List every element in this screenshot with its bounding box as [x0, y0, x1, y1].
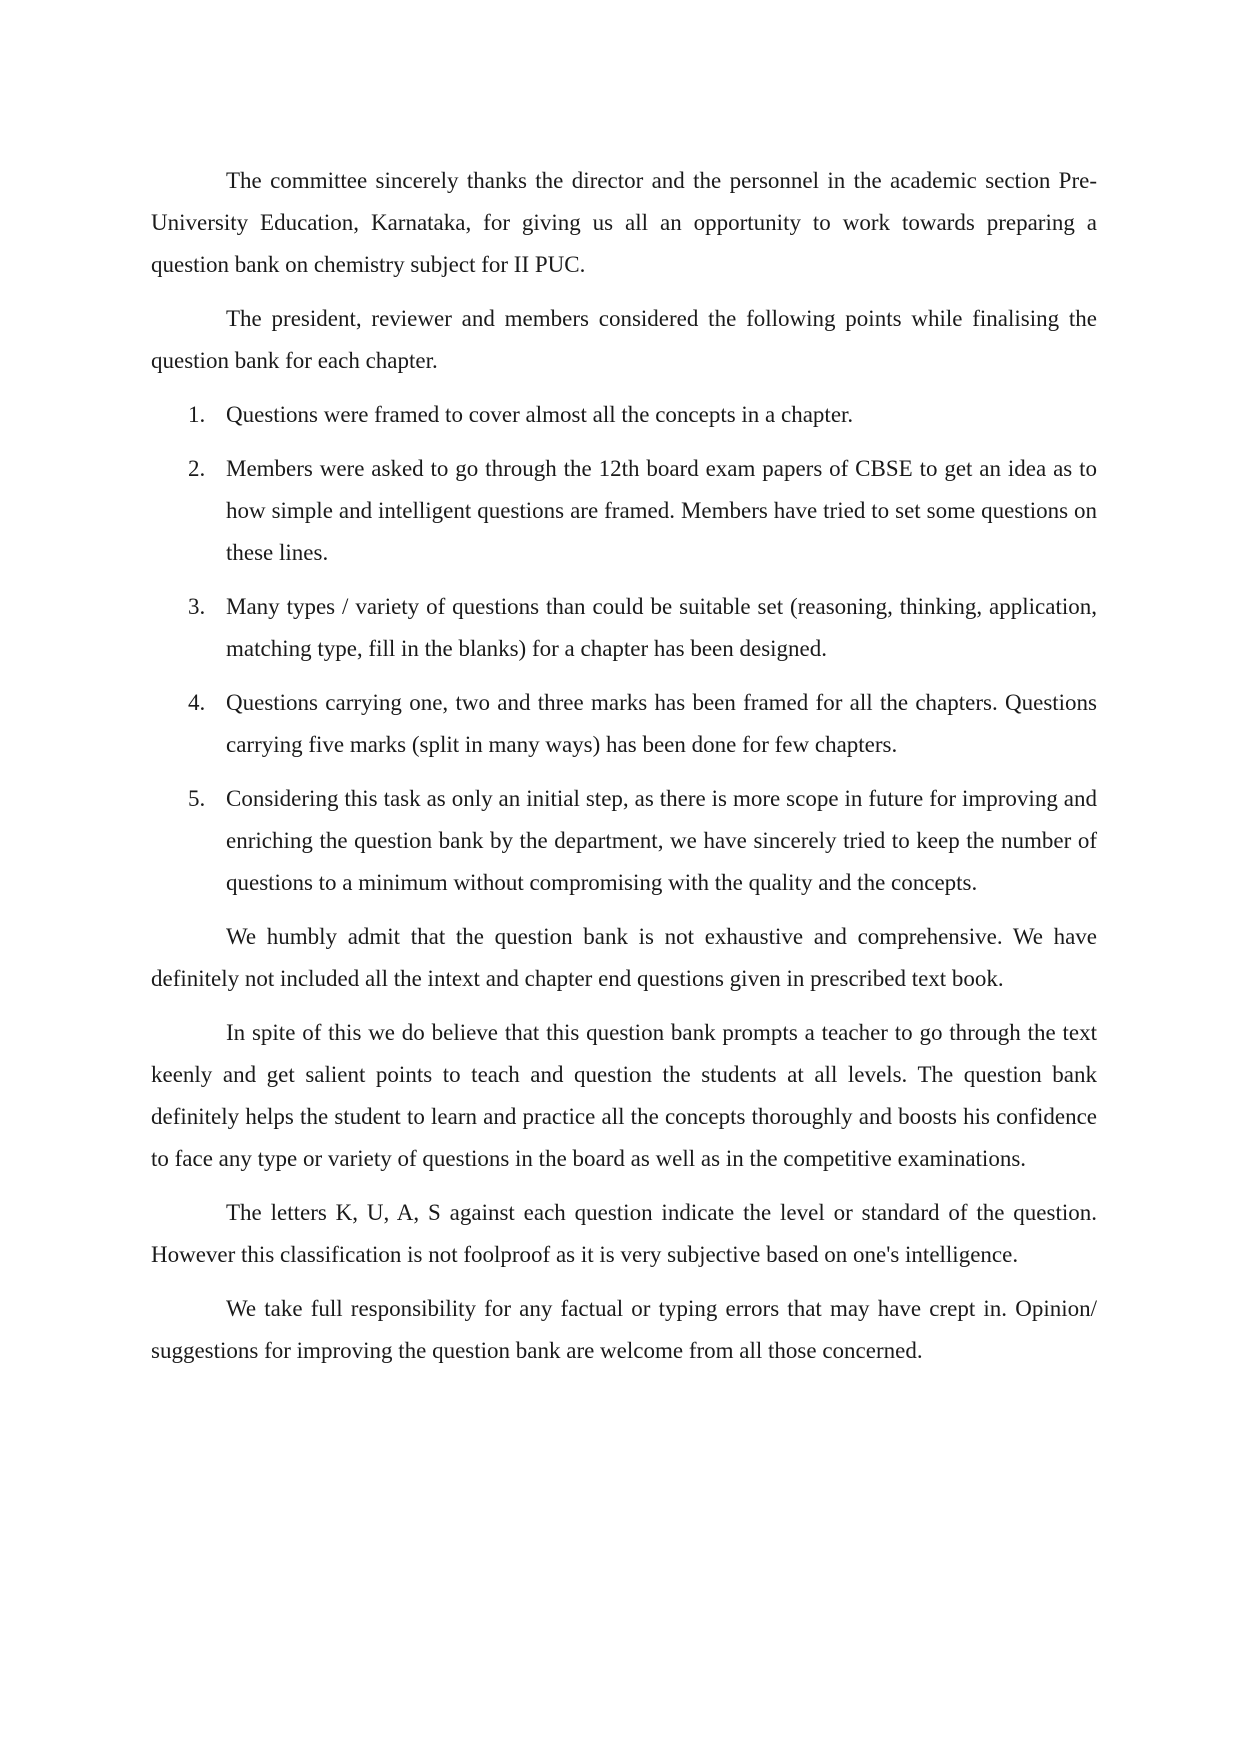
- list-item-text: Members were asked to go through the 12th board exam papers of CBSE to get an idea as to how simple and intelligent questions are framed. Members have tried to set some questions on these lines.: [226, 456, 1097, 565]
- list-item: [151, 394, 1097, 436]
- list-item: [151, 778, 1097, 904]
- list-item: [151, 448, 1097, 574]
- closing-paragraph-admission: We humbly admit that the question bank is not exhaustive and comprehensive. We have definitely not included all the intext and chapter end questions given in prescribed text book.: [151, 924, 1097, 991]
- list-item-number: 1.: [188, 402, 206, 427]
- document-page: [151, 160, 1097, 1384]
- closing-paragraph-benefits: In spite of this we do believe that this question bank prompts a teacher to go through the text keenly and get salient points to teach and question the students at all levels. The question bank definitely helps the student to learn and practice all the concepts thoroughly and boosts his confidence to face any type or variety of questions in the board as well as in the competitive examinations.: [151, 1020, 1097, 1171]
- list-item-number: 5.: [188, 786, 206, 811]
- list-item: [151, 586, 1097, 670]
- closing-paragraph-responsibility: We take full responsibility for any factual or typing errors that may have crept in. Opinion/ suggestions for improving the question bank are welcome from all those concerned.: [151, 1296, 1097, 1363]
- list-item-text: Considering this task as only an initial step, as there is more scope in future for improving and enriching the question bank by the department, we have sincerely tried to keep the number of questions to a minimum without compromising with the quality and the concepts.: [226, 786, 1097, 895]
- list-item-number: 4.: [188, 690, 206, 715]
- list-item-text: Questions carrying one, two and three marks has been framed for all the chapters. Questions carrying five marks (split in many ways) has been done for few chapters.: [226, 690, 1097, 757]
- closing-paragraph-levels: The letters K, U, A, S against each question indicate the level or standard of the question. However this classification is not foolproof as it is very subjective based on one's intelligence.: [151, 1200, 1097, 1267]
- list-item-number: 3.: [188, 594, 206, 619]
- list-item-text: Many types / variety of questions than could be suitable set (reasoning, thinking, application, matching type, fill in the blanks) for a chapter has been designed.: [226, 594, 1097, 661]
- list-item-text: Questions were framed to cover almost all the concepts in a chapter.: [226, 402, 854, 427]
- points-list: [151, 394, 1097, 904]
- list-item-number: 2.: [188, 456, 206, 481]
- list-item: [151, 682, 1097, 766]
- intro-paragraph-points: The president, reviewer and members considered the following points while finalising the question bank for each chapter.: [151, 306, 1097, 373]
- intro-paragraph-thanks: The committee sincerely thanks the director and the personnel in the academic section Pre-University Education, Karnataka, for giving us all an opportunity to work towards preparing a question bank on chemistry subject for II PUC.: [151, 168, 1097, 277]
